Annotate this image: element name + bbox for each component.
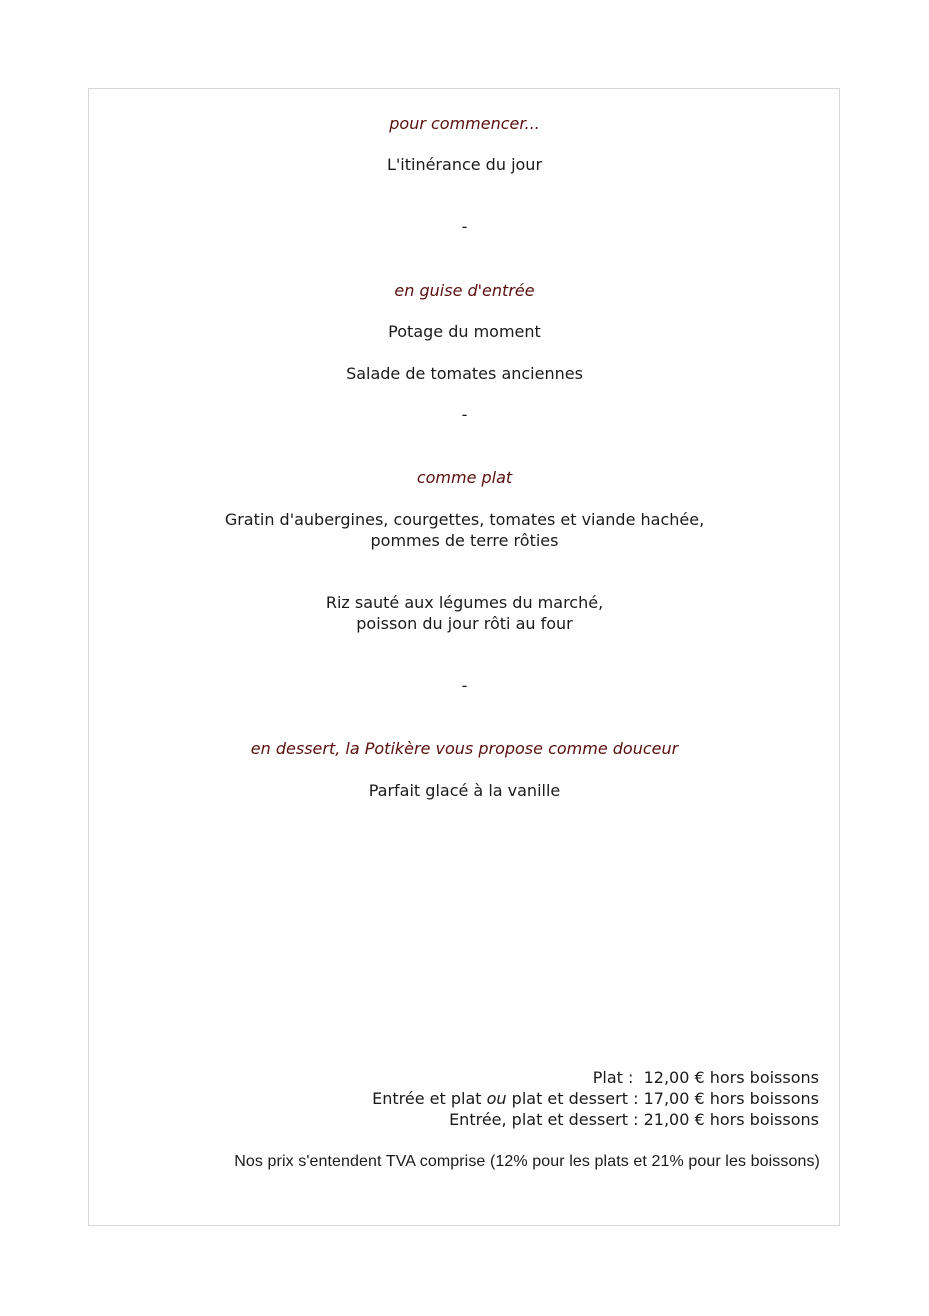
menu-item: Parfait glacé à la vanille (368, 781, 561, 800)
price-line: Plat : 12,00 € hors boissons (592, 1068, 819, 1087)
section-heading-main: comme plat (416, 468, 513, 487)
menu-item: L'itinérance du jour (386, 155, 543, 174)
menu-item: poisson du jour rôti au four (356, 614, 573, 633)
menu-item: pommes de terre rôties (370, 531, 559, 550)
menu-item: Riz sauté aux légumes du marché, (325, 593, 604, 612)
separator: - (461, 405, 468, 424)
menu-item: Salade de tomates anciennes (346, 364, 583, 383)
price-line: Entrée, plat et dessert : 21,00 € hors boissons (449, 1110, 819, 1129)
vat-note: Nos prix s'entendent TVA comprise (12% pour les plats et 21% pour les boissons) (234, 1153, 820, 1170)
section-heading-starter: pour commencer... (389, 114, 540, 133)
section-heading-dessert: en dessert, la Potikère vous propose comme douceur (250, 739, 679, 758)
menu-frame (88, 88, 840, 1226)
menu-item: Potage du moment (388, 322, 541, 341)
separator: - (461, 676, 468, 695)
section-heading-entree: en guise d'entrée (394, 281, 535, 300)
menu-item: Gratin d'aubergines, courgettes, tomates et viande hachée, (224, 510, 705, 529)
separator: - (461, 217, 468, 236)
price-line: Entrée et plat ou plat et dessert : 17,00 € hors boissons (372, 1089, 819, 1108)
